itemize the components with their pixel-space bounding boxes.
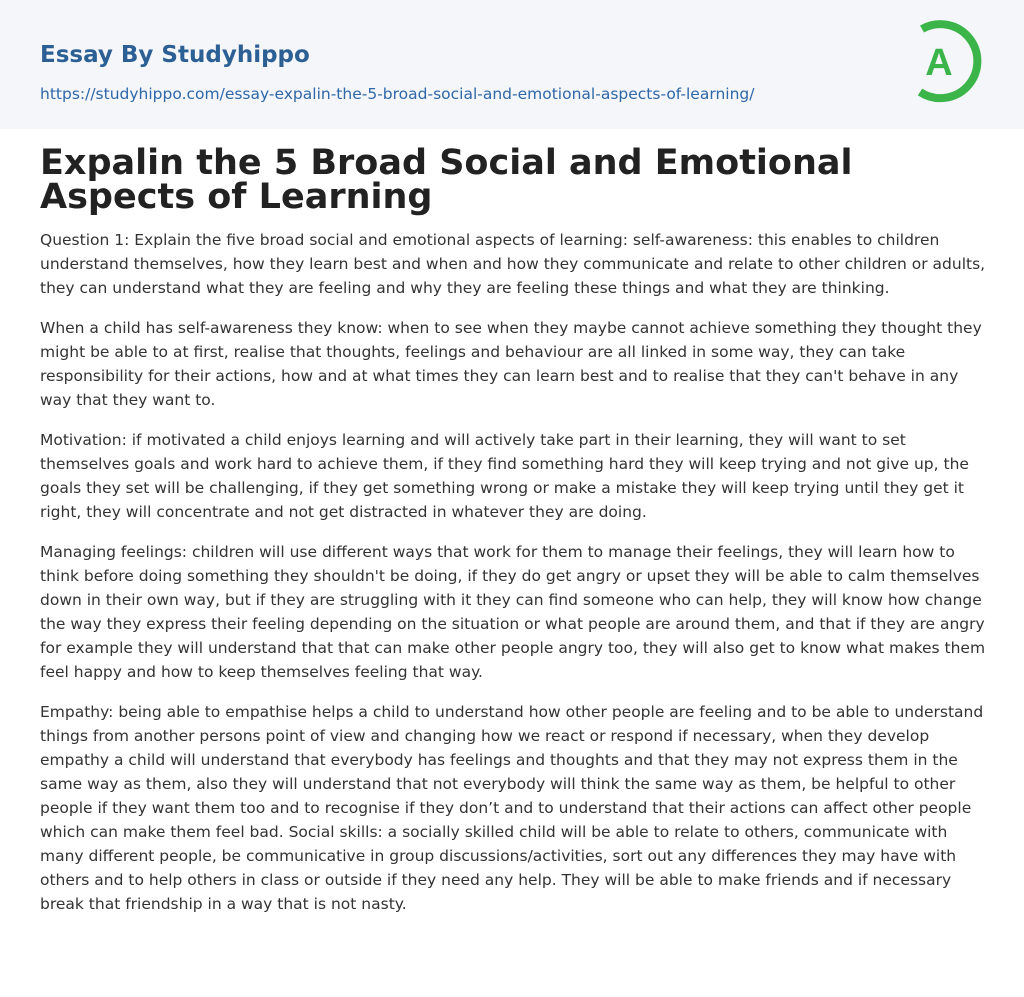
essay-paragraph: Empathy: being able to empathise helps a child to understand how other people are feeling and to be able to understand things from another persons point of view and changing how we react or respond if necessary, when they develop empathy a child will understand that everybody has feelings and thoughts and that they may not express them in the same way as them, also they will understand that not everybody will think the same way as them, be helpful to other people if they want them too and to recognise if they don’t and to understand that their actions can affect other people which can make them feel bad. Social skills: a socially skilled child will be able to relate to others, communicate with many different people, be communicative in group discussions/activities, sort out any differences they may have with others and to help others in class or outside if they need any help. They will be able to make friends and if necessary break that friendship in a way that is not nasty. — [40, 703, 984, 913]
logo-letter: A — [925, 42, 953, 84]
essay-paragraph: Question 1: Explain the five broad social and emotional aspects of learning: self-awareness: this enables to children understand themselves, how they learn best and when and how they communicate and relate to other children or adults, they can understand what they are feeling and why they are feeling these things and what they are thinking. — [40, 231, 986, 297]
essay-paragraph: Managing feelings: children will use different ways that work for them to manage their feelings, they will learn how to think before doing something they shouldn't be doing, if they do get angry or upset they will be able to calm themselves down in their own way, but if they are struggling with it they can find someone who can help, they will know how change the way they express their feeling depending on the situation or what people are around them, and that if they are angry for example they will understand that that can make other people angry too, they will also get to know what makes them feel happy and how to keep themselves feeling that way. — [40, 543, 986, 681]
essay-title: Expalin the 5 Broad Social and Emotional Aspects of Learning — [40, 143, 853, 217]
essay-body — [40, 228, 988, 932]
brand-title[interactable]: Essay By Studyhippo — [40, 42, 310, 68]
page-header — [0, 0, 1024, 129]
essay-paragraph: When a child has self-awareness they know: when to see when they maybe cannot achieve something they thought they might be able to at first, realise that thoughts, feelings and behaviour are all linked in some way, they can take responsibility for their actions, how and at what times they can learn best and to realise that they can't behave in any way that they want to. — [40, 319, 982, 409]
studyhippo-logo-icon[interactable] — [908, 17, 988, 107]
essay-paragraph: Motivation: if motivated a child enjoys learning and will actively take part in their learning, they will want to set themselves goals and work hard to achieve them, if they find something hard they will keep trying and not give up, the goals they set will be challenging, if they get something wrong or make a mistake they will keep trying until they get it right, they will concentrate and not get distracted in whatever they are doing. — [40, 431, 969, 521]
source-url-link[interactable]: https://studyhippo.com/essay-expalin-the-5-broad-social-and-emotional-aspects-of-learning/ — [40, 85, 755, 103]
